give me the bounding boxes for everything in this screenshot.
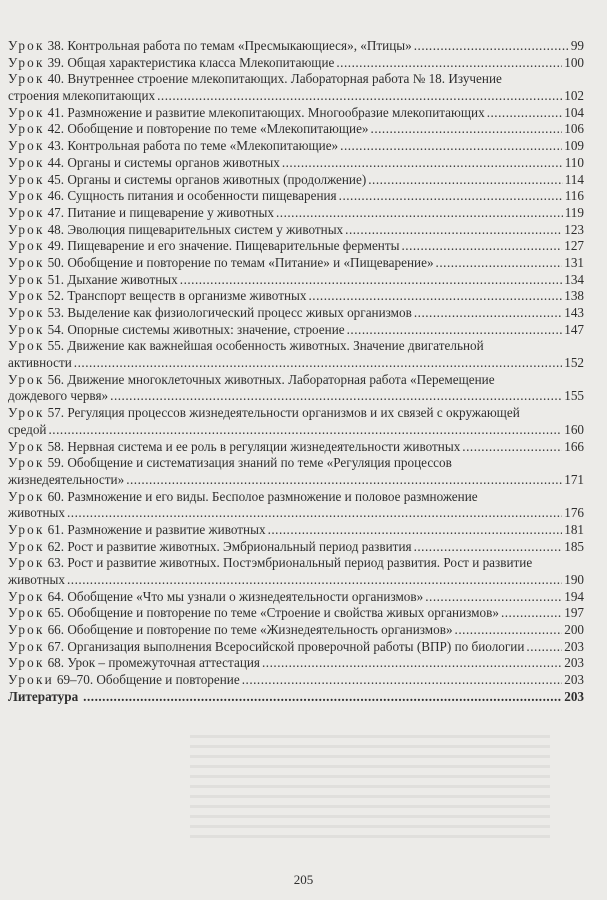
toc-entry <box>8 539 584 556</box>
entry-page: 100 <box>564 54 584 70</box>
toc-entry <box>8 222 584 239</box>
entry-title: 67. Организация выполнения Всеросийской проверочной работы (ВПР) по биологии <box>47 638 525 654</box>
entry-title: 65. Обобщение и повторение по теме «Строение и свойства живых организмов» <box>47 605 499 621</box>
toc-entry-continuation <box>8 422 584 439</box>
toc-entry <box>8 605 584 622</box>
dot-leader <box>110 388 562 405</box>
entry-label: Урок <box>8 288 45 304</box>
entry-page: 147 <box>564 321 584 337</box>
entry-label: Урок <box>8 488 45 504</box>
toc-entry-continuation <box>8 88 584 105</box>
toc-entry-continuation <box>8 388 584 405</box>
toc-entry <box>8 489 584 506</box>
dot-leader <box>414 539 563 556</box>
entry-title-continuation: жизнедеятельности» <box>8 471 125 487</box>
entry-label: Урок <box>8 154 45 170</box>
entry-label: Урок <box>8 238 45 254</box>
toc-entry <box>8 338 584 355</box>
entry-label: Урок <box>8 455 45 471</box>
entry-page: 119 <box>564 204 584 220</box>
entry-label: Урок <box>8 588 45 604</box>
entry-label: Урок <box>8 622 45 638</box>
dot-leader <box>455 622 563 639</box>
toc-entry-continuation <box>8 572 584 589</box>
entry-page: 200 <box>564 622 584 638</box>
entry-title: 40. Внутреннее строение млекопитающих. Лабораторная работа № 18. Изучение <box>47 71 502 87</box>
entry-page: 194 <box>564 588 584 604</box>
toc-entry <box>8 121 584 138</box>
toc-entry <box>8 589 584 606</box>
toc-entry <box>8 689 584 706</box>
dot-leader <box>67 505 562 522</box>
dot-leader <box>462 439 562 456</box>
entry-title-continuation: дождевого червя» <box>8 388 109 404</box>
entry-label: Урок <box>8 54 45 70</box>
entry-title: 63. Рост и развитие животных. Постэмбриональный период развития. Рост и развитие <box>47 555 533 571</box>
entry-title: 57. Регуляция процессов жизнедеятельности организмов и их связей с окружающей <box>47 405 520 421</box>
entry-label: Урок <box>8 221 45 237</box>
entry-label: Урок <box>8 188 45 204</box>
entry-label: Урок <box>8 438 45 454</box>
entry-title-continuation: строения млекопитающих <box>8 88 156 104</box>
entry-page: 152 <box>564 355 584 371</box>
entry-label: Урок <box>8 521 45 537</box>
toc-entry <box>8 522 584 539</box>
entry-label: Урок <box>8 204 45 220</box>
entry-page: 203 <box>564 655 584 671</box>
dot-leader <box>276 205 563 222</box>
entry-page: 143 <box>564 305 584 320</box>
entry-page: 134 <box>564 271 584 287</box>
dot-leader <box>414 38 569 55</box>
entry-page: 155 <box>564 388 584 404</box>
toc-entry <box>8 639 584 656</box>
entry-title: 46. Сущность питания и особенности пищеварения <box>47 188 337 204</box>
entry-page: 109 <box>564 138 584 154</box>
entry-page: 176 <box>564 505 584 521</box>
entry-title: 53. Выделение как физиологический процесс живых организмов <box>47 305 412 320</box>
toc-entry <box>8 555 584 572</box>
toc-entry <box>8 138 584 155</box>
entry-page: 99 <box>570 38 584 53</box>
entry-title: 50. Обобщение и повторение по темам «Питание» и «Пищеварение» <box>47 254 434 270</box>
entry-title-continuation: средой <box>8 421 47 437</box>
dot-leader <box>368 172 562 189</box>
entry-label: Урок <box>8 655 45 671</box>
entry-title-continuation: животных <box>8 505 65 521</box>
entry-page: 203 <box>564 638 584 654</box>
entry-label: Урок <box>8 605 45 621</box>
toc-entry <box>8 672 584 689</box>
entry-label: Урок <box>8 338 45 354</box>
entry-page: 104 <box>564 104 584 120</box>
dot-leader <box>425 589 562 606</box>
entry-title: 66. Обобщение и повторение по теме «Жизнедеятельность организмов» <box>47 622 453 638</box>
entry-label: Урок <box>8 104 45 120</box>
entry-page: 131 <box>564 254 584 270</box>
table-of-contents <box>8 38 584 706</box>
entry-page: 116 <box>564 188 584 204</box>
entry-page: 181 <box>564 521 584 537</box>
dot-leader <box>336 55 562 72</box>
bleed-through-text <box>190 735 550 845</box>
entry-page: 203 <box>564 688 584 704</box>
entry-title: 38. Контрольная работа по темам «Пресмыкающиеся», «Птицы» <box>47 38 412 53</box>
toc-entry <box>8 38 584 55</box>
entry-label: Урок <box>8 254 45 270</box>
entry-title: 56. Движение многоклеточных животных. Лабораторная работа «Перемещение <box>47 371 495 387</box>
entry-title: 68. Урок – промежуточная аттестация <box>47 655 260 671</box>
dot-leader <box>83 689 562 706</box>
toc-entry <box>8 205 584 222</box>
dot-leader <box>309 288 563 305</box>
entry-title: 52. Транспорт веществ в организме животных <box>47 288 307 304</box>
toc-entry <box>8 188 584 205</box>
entry-page: 110 <box>564 154 584 170</box>
entry-label: Урок <box>8 38 45 53</box>
dot-leader <box>487 105 563 122</box>
entry-label: Урок <box>8 638 45 654</box>
toc-entry <box>8 622 584 639</box>
entry-title: 44. Органы и системы органов животных <box>47 154 280 170</box>
toc-entry <box>8 455 584 472</box>
toc-entry <box>8 322 584 339</box>
toc-entry <box>8 238 584 255</box>
entry-page: 127 <box>564 238 584 254</box>
toc-entry <box>8 105 584 122</box>
entry-title-continuation: животных <box>8 572 65 587</box>
toc-entry-continuation <box>8 355 584 372</box>
entry-title: 43. Контрольная работа по теме «Млекопитающие» <box>47 138 339 154</box>
entry-label: Урок <box>8 321 45 337</box>
entry-title: 60. Размножение и его виды. Бесполое размножение и половое размножение <box>47 488 478 504</box>
dot-leader <box>282 155 563 172</box>
entry-page: 185 <box>564 538 584 554</box>
entry-label: Урок <box>8 171 45 187</box>
entry-page: 106 <box>564 121 584 137</box>
entry-title: 47. Питание и пищеварение у животных <box>47 204 274 220</box>
entry-label: Урок <box>8 271 45 287</box>
toc-entry <box>8 172 584 189</box>
toc-entry <box>8 71 584 88</box>
entry-title: 64. Обобщение «Что мы узнали о жизнедеятельности организмов» <box>47 588 424 604</box>
dot-leader <box>242 672 563 689</box>
dot-leader <box>501 605 562 622</box>
toc-entry <box>8 288 584 305</box>
dot-leader <box>157 88 562 105</box>
entry-title: 48. Эволюция пищеварительных систем у животных <box>47 221 344 237</box>
entry-title: 61. Размножение и развитие животных <box>47 521 266 537</box>
entry-page: 166 <box>564 438 584 454</box>
dot-leader <box>347 322 563 339</box>
dot-leader <box>436 255 563 272</box>
entry-title: 39. Общая характеристика класса Млекопитающие <box>47 54 335 70</box>
entry-title: 58. Нервная система и ее роль в регуляции жизнедеятельности животных <box>47 438 461 454</box>
toc-entry-continuation <box>8 505 584 522</box>
dot-leader <box>268 522 563 539</box>
entry-label: Урок <box>8 538 45 554</box>
dot-leader <box>526 639 562 656</box>
toc-entry <box>8 439 584 456</box>
entry-page: 114 <box>564 171 584 187</box>
dot-leader <box>67 572 562 589</box>
entry-page: 160 <box>564 421 584 437</box>
dot-leader <box>401 238 562 255</box>
entry-title: 45. Органы и системы органов животных (продолжение) <box>47 171 367 187</box>
entry-title: 62. Рост и развитие животных. Эмбриональный период развития <box>47 538 412 554</box>
entry-page: 190 <box>564 572 584 587</box>
entry-label: Урок <box>8 138 45 154</box>
dot-leader <box>126 472 562 489</box>
page-number: 205 <box>293 872 314 887</box>
toc-entry <box>8 655 584 672</box>
entry-title-continuation: активности <box>8 355 72 371</box>
entry-title: 54. Опорные системы животных: значение, строение <box>47 321 345 337</box>
dot-leader <box>414 305 562 322</box>
entry-title: 69–70. Обобщение и повторение <box>56 672 240 688</box>
entry-page: 123 <box>564 221 584 237</box>
toc-entry <box>8 155 584 172</box>
entry-page: 197 <box>564 605 584 621</box>
entry-label: Литература <box>8 688 79 704</box>
entry-title: 49. Пищеварение и его значение. Пищеварительные ферменты <box>47 238 400 254</box>
entry-title: 51. Дыхание животных <box>47 271 178 287</box>
entry-label: Урок <box>8 121 45 137</box>
entry-label: Урок <box>8 371 45 387</box>
dot-leader <box>262 655 562 672</box>
toc-entry <box>8 305 584 322</box>
entry-label: Урок <box>8 405 45 421</box>
toc-entry <box>8 372 584 389</box>
entry-page: 138 <box>564 288 584 304</box>
entry-label: Уроки <box>8 672 54 688</box>
toc-entry <box>8 405 584 422</box>
entry-label: Урок <box>8 305 45 320</box>
dot-leader <box>339 188 563 205</box>
dot-leader <box>74 355 562 372</box>
entry-label: Урок <box>8 71 45 87</box>
entry-title: 59. Обобщение и систематизация знаний по теме «Регуляция процессов <box>47 455 452 471</box>
entry-label: Урок <box>8 555 45 571</box>
entry-title: 55. Движение как важнейшая особенность животных. Значение двигательной <box>47 338 484 354</box>
dot-leader <box>371 121 563 138</box>
entry-title: 41. Размножение и развитие млекопитающих. Многообразие млекопитающих <box>47 104 485 120</box>
entry-page: 171 <box>564 471 584 487</box>
dot-leader <box>49 422 563 439</box>
entry-page: 203 <box>564 672 584 688</box>
entry-title: 42. Обобщение и повторение по теме «Млекопитающие» <box>47 121 369 137</box>
dot-leader <box>345 222 562 239</box>
dot-leader <box>180 272 562 289</box>
dot-leader <box>340 138 562 155</box>
toc-entry <box>8 55 584 72</box>
entry-page: 102 <box>564 88 584 104</box>
toc-entry <box>8 272 584 289</box>
toc-entry <box>8 255 584 272</box>
toc-entry-continuation <box>8 472 584 489</box>
